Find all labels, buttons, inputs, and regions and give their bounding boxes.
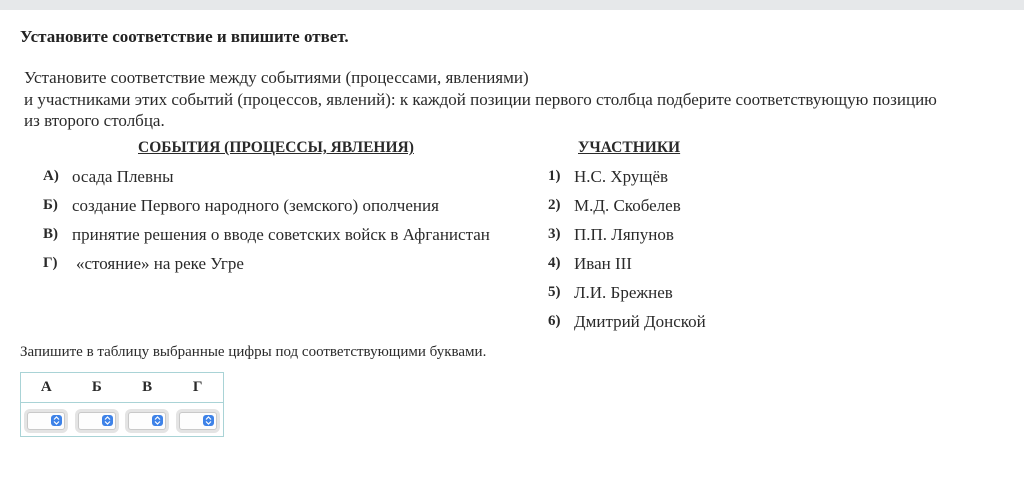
event-key: А) <box>43 168 59 184</box>
participant-key: 5) <box>548 284 561 300</box>
answer-cell-g <box>172 403 223 437</box>
event-key: В) <box>43 226 58 242</box>
event-key: Г) <box>43 255 58 271</box>
answer-header-g: Г <box>172 373 223 403</box>
answer-cell-a <box>21 403 72 437</box>
instruction-line: Установите соответствие между событиями (процессами, явлениями) <box>24 68 529 87</box>
participant-text: Иван III <box>574 254 632 273</box>
answer-header-v: В <box>122 373 172 403</box>
participant-key: 6) <box>548 313 561 329</box>
event-text: принятие решения о вводе советских войск в Афганистан <box>72 225 490 244</box>
participant-key: 1) <box>548 168 561 184</box>
answer-instruction: Запишите в таблицу выбранные цифры под соответствующими буквами. <box>20 344 487 360</box>
instruction-line: и участниками этих событий (процессов, явлений): к каждой позиции первого столбца подберите соответствующую позицию <box>24 89 937 109</box>
participant-text: М.Д. Скобелев <box>574 196 681 215</box>
answer-select-a[interactable] <box>27 412 65 430</box>
answer-select-g[interactable] <box>179 412 217 430</box>
participant-text: Л.И. Брежнев <box>574 283 673 302</box>
participant-key: 3) <box>548 226 561 242</box>
event-text: создание Первого народного (земского) ополчения <box>72 196 439 215</box>
participant-key: 2) <box>548 197 561 213</box>
top-bar <box>0 0 1024 10</box>
task-title: Установите соответствие и впишите ответ. <box>20 27 349 46</box>
answer-select-b[interactable] <box>78 412 116 430</box>
participant-text: П.П. Ляпунов <box>574 225 674 244</box>
answer-select-v[interactable] <box>128 412 166 430</box>
answer-table <box>20 372 224 437</box>
answer-cell-b <box>72 403 122 437</box>
event-text: «стояние» на реке Угре <box>76 254 244 273</box>
participants-column-header: УЧАСТНИКИ <box>578 139 681 156</box>
event-text: осада Плевны <box>72 167 174 186</box>
answer-header-b: Б <box>72 373 122 403</box>
instruction-line: из второго столбца. <box>24 111 165 130</box>
chevron-up-down-icon <box>51 415 62 426</box>
chevron-up-down-icon <box>102 415 113 426</box>
participant-text: Н.С. Хрущёв <box>574 167 669 186</box>
answer-header-a: А <box>21 373 72 403</box>
answer-cell-v <box>122 403 172 437</box>
events-column-header: СОБЫТИЯ (ПРОЦЕССЫ, ЯВЛЕНИЯ) <box>138 139 414 156</box>
event-key: Б) <box>43 197 58 213</box>
participant-key: 4) <box>548 255 561 271</box>
chevron-up-down-icon <box>203 415 214 426</box>
participant-text: Дмитрий Донской <box>574 312 706 331</box>
task-instructions <box>24 67 1014 132</box>
chevron-up-down-icon <box>152 415 163 426</box>
